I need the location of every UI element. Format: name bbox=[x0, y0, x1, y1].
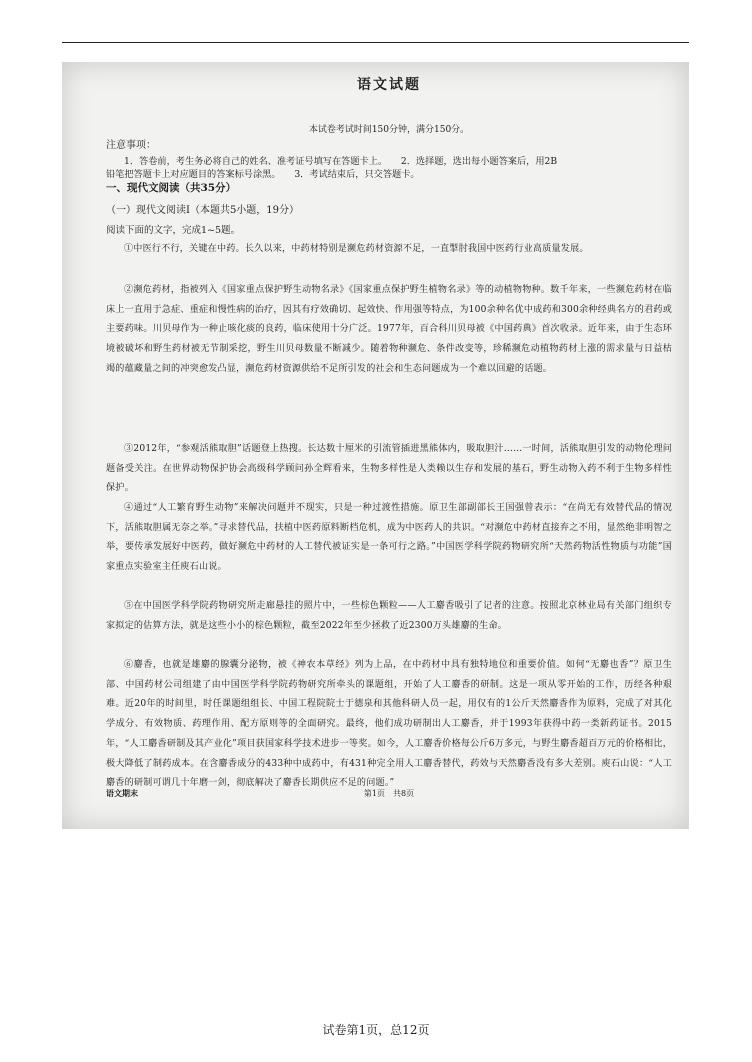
notice-line-2: 铅笔把答题卡上对应题目的答案标号涂黑。 3．考试结束后，只交答题卡。 bbox=[106, 169, 420, 180]
scanned-exam-page bbox=[62, 62, 689, 829]
reading-instruction: 阅读下面的文字，完成1~5题。 bbox=[106, 225, 241, 236]
header-rule bbox=[62, 42, 689, 43]
section-heading: 一、现代文阅读（共35分） bbox=[106, 182, 237, 194]
paragraph-4: ④通过“人工繁育野生动物”来解决问题并不现实，只是一种过渡性措施。原卫生部副部长王国强曾表示：“在尚无有效替代品的情况下，活熊取胆属无奈之举。”寻求替代品，扶植中医药原料断档危机，成为中医药人的共识。“对濒危中药材直接弃之不用，显然绝非明智之举，要传承发展好中医药，做好濒危中药材的人工替代被证实是一条可行之路。”中国医学科学院药物研究所“天然药物活性物质与功能”国家重点实验室主任庾石山说。 bbox=[106, 503, 672, 573]
subsection-heading: （一）现代文阅读Ⅰ（本题共5小题，19分） bbox=[106, 205, 300, 216]
paragraph-6: ⑥麝香，也就是雄麝的腺囊分泌物，被《神农本草经》列为上品，在中药材中具有独特地位和重要价值。如何“无麝也香”？原卫生部、中国药材公司组建了由中国医学科学院药物研究所牵头的课题组，开始了人工麝香的研制。这是一项从零开始的工作，历经各种艰难。近20年的时间里，时任课题组组长、中国工程院院士于德泉和其他科研人员一起，用仅有的1公斤天然麝香作为原料，完成了对其化学成分、有效物质、药理作用、配方原则等的全面研究。最终，他们成功研制出人工麝香，并于1993年获得中药一类新药证书。2015年，“人工麝香研制及其产业化”项目获国家科学技术进步一等奖。如今，人工麝香价格每公斤6万多元，与野生麝香超百万元的价格相比，极大降低了制药成本。在含麝香成分的433种中成药中，有431种完全用人工麝香替代，药效与天然麝香没有多大差别。庾石山说：“人工麝香的研制可谓几十年磨一剑，彻底解决了麝香长期供应不足的问题。” bbox=[106, 660, 672, 789]
paragraph-2: ②濒危药材，指被列入《国家重点保护野生动物名录》《国家重点保护野生植物名录》等的动植物物种。数千年来，一些濒危药材在临床上一直用于急症、重症和慢性病的治疗，因其有疗效确切、起效快、作用强等特点，为100余种名优中成药和300余种经典名方的君药或主要药味。川贝母作为一种止咳化痰的良药，临床使用十分广泛。1977年，百合科川贝母被《中国药典》首次收录。近年来，由于生态环境被破坏和野生药材被无节制采挖，野生川贝母数量不断减少。随着物种濒危、条件改变等，珍稀濒危动植物药材上涨的需求量与日益枯竭的蕴藏量之间的冲突愈发凸显，濒危药材资源供给不足所引发的社会和生态问题成为一个难以回避的话题。 bbox=[106, 285, 672, 374]
paragraph-1: ①中医行不行，关键在中药。长久以来，中药材特别是濒危药材资源不足，一直掣肘我国中医药行业高质量发展。 bbox=[124, 244, 589, 254]
exam-info: 本试卷考试时间150分钟，满分150分。 bbox=[308, 125, 470, 135]
document-title: 语文试题 bbox=[357, 77, 421, 93]
paragraph-5: ⑤在中国医学科学院药物研究所走廊悬挂的照片中，一些棕色颗粒——人工麝香吸引了记者的注意。按照北京林业局有关部门组织专家拟定的估算方法，就是这些小小的棕色颗粒，截至2022年至少拯救了近2300万头雄麝的生命。 bbox=[106, 601, 672, 631]
page-footer: 试卷第1页，总12页 bbox=[322, 1023, 430, 1037]
paragraph-3: ③2012年，“参观活熊取胆”话题登上热搜。长达数十厘米的引流管插进黑熊体内，吸取胆汁……一时间，活熊取胆引发的动物伦理问题备受关注。在世界动物保护协会高级科学顾问孙全辉看来，生物多样性是人类赖以生存和发展的基石，野生动物入药不利于生物多样性保护。 bbox=[106, 444, 672, 494]
notice-line-1: 1．答卷前，考生务必将自己的姓名、准考证号填写在答题卡上。 2．选择题，选出每小题答案后，用2B bbox=[124, 156, 558, 167]
scan-footer-page: 第1页 共8页 bbox=[363, 789, 415, 798]
notice-heading: 注意事项： bbox=[106, 140, 156, 151]
scan-footer-label: 语文期末 bbox=[106, 788, 138, 798]
